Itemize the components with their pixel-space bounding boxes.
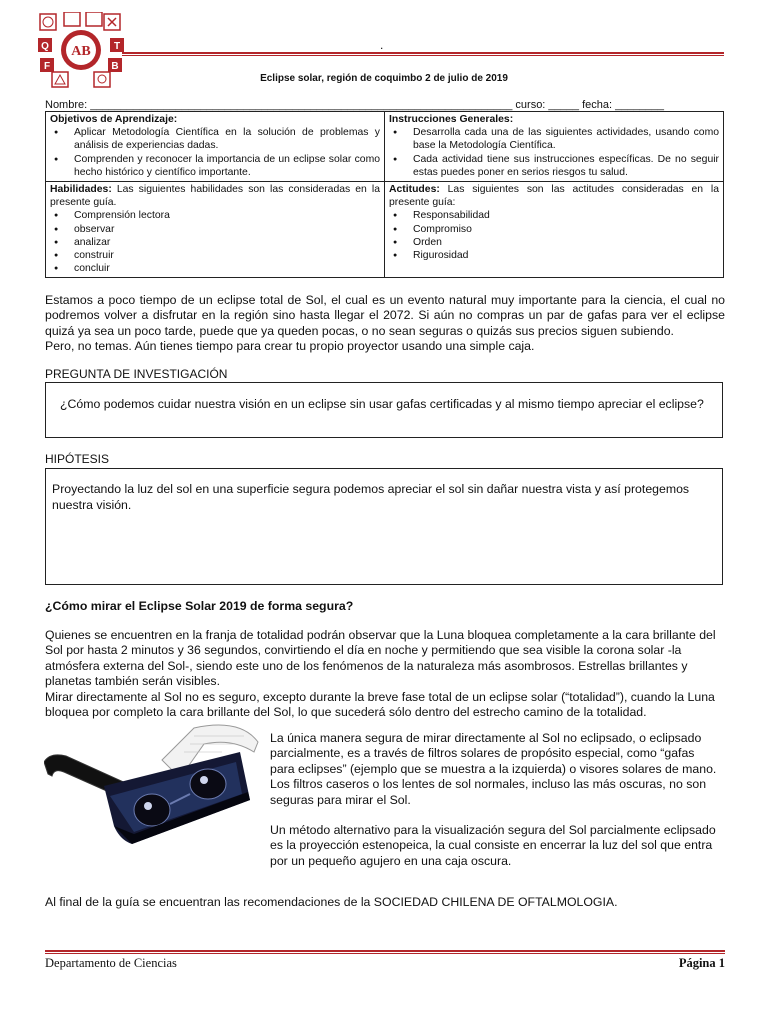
intro-section bbox=[45, 293, 725, 355]
glasses-text-block bbox=[270, 731, 722, 869]
list-item: ● Comprensión lectora bbox=[74, 209, 380, 222]
segura-paragraph-3: La única manera segura de mirar directamente al Sol no eclipsado, o eclipsado parcialmente, es a través de filtros solares de propósito especial, como “gafas para eclipses” (ejemplo que se muestra a la izquierda) o visores solares de mano. Los filtros caseros o los lentes de sol normales, incluso las más oscuras, no son seguras para mirar el Sol. bbox=[270, 731, 717, 807]
segura-paragraph-4: Un método alternativo para la visualización segura del Sol parcialmente eclipsado es la proyección estenopeica, la cual consiste en encerrar la luz del sol que entra por un pequeño agujero en una caja oscura. bbox=[270, 823, 716, 868]
eclipse-glasses-image bbox=[44, 722, 260, 858]
footer-rule bbox=[45, 950, 725, 954]
page-footer bbox=[45, 956, 725, 971]
list-item: ● concluir bbox=[74, 262, 380, 275]
list-item: ● Desarrolla cada una de las siguientes actividades, usando como base la Metodología Científica. bbox=[413, 126, 719, 152]
instrucciones-list bbox=[389, 126, 719, 179]
list-item: ● Rigurosidad bbox=[413, 249, 719, 262]
logo-letter-t: T bbox=[113, 41, 121, 52]
actitudes-title: Actitudes: bbox=[389, 184, 440, 196]
instrucciones-cell bbox=[385, 112, 724, 182]
actitudes-text: Las siguientes son las actitudes consideradas en la presente guía: bbox=[389, 184, 719, 209]
segura-paragraph-1: Quienes se encuentren en la franja de totalidad podrán observar que la Luna bloquea completamente a la cara brillante del Sol por hasta 2 minutos y 36 segundos, convirtiendo el día en noche y permitiendo que sea visible la corona solar -la atmósfera externa del Sol-, siendo este uno de los fenómenos de la naturaleza más asombrosos. Estrellas brillantes y planetas también serán visibles. bbox=[45, 628, 716, 689]
objetivos-title: Objetivos de Aprendizaje: bbox=[50, 114, 178, 125]
intro-paragraph-2: Pero, no temas. Aún tienes tiempo para crear tu propio proyector usando una simple caja. bbox=[45, 339, 535, 354]
list-item: ● Cada actividad tiene sus instrucciones específicas. De no seguir estas puedes poner en serios riesgos tu salud. bbox=[413, 153, 719, 179]
hipotesis-box bbox=[45, 468, 723, 585]
list-item: ● Compromiso bbox=[413, 223, 719, 236]
list-item: ● Comprenden y reconocer la importancia de un eclipse solar como hecho histórico y científico importante. bbox=[74, 153, 380, 179]
list-item: ● analizar bbox=[74, 236, 380, 249]
segura-body bbox=[45, 628, 725, 720]
habilidades-cell bbox=[46, 182, 385, 278]
header-dot: . bbox=[380, 38, 384, 52]
list-item: ● Orden bbox=[413, 236, 719, 249]
segura-paragraph-2: Mirar directamente al Sol no es seguro, excepto durante la breve fase total de un eclipse solar (“totalidad”), cuando la Luna bloquea por completo la cara brillante del Sol, lo que sucederá sólo dentro del estrecho camino de la totalidad. bbox=[45, 689, 715, 720]
list-item: ● observar bbox=[74, 223, 380, 236]
list-item: ● Aplicar Metodología Científica en la solución de problemas y análisis de experiencias dadas. bbox=[74, 126, 380, 152]
pregunta-text: ¿Cómo podemos cuidar nuestra visión en un eclipse sin usar gafas certificadas y al mismo tiempo apreciar el eclipse? bbox=[60, 397, 704, 411]
section-heading: ¿Cómo mirar el Eclipse Solar 2019 de forma segura? bbox=[45, 599, 354, 613]
habilidades-list bbox=[50, 209, 380, 275]
instrucciones-title: Instrucciones Generales: bbox=[389, 114, 514, 125]
hipotesis-label: HIPÓTESIS bbox=[45, 452, 110, 466]
footer-page-number: Página 1 bbox=[678, 956, 725, 970]
actitudes-list bbox=[389, 209, 719, 262]
student-info-line: Nombre: _____________________________________________________________________ curso: _____ fecha: ________ bbox=[45, 99, 665, 111]
habilidades-text: Las siguientes habilidades son las consideradas en la presente guía. bbox=[50, 184, 380, 209]
objetivos-list bbox=[50, 126, 380, 179]
logo-letter-b: B bbox=[111, 61, 119, 72]
footer-department: Departamento de Ciencias bbox=[45, 956, 177, 970]
list-item: ● Responsabilidad bbox=[413, 209, 719, 222]
objectives-table bbox=[45, 111, 724, 278]
pregunta-box bbox=[45, 382, 723, 438]
list-item: ● construir bbox=[74, 249, 380, 262]
intro-paragraph-1: Estamos a poco tiempo de un eclipse total de Sol, el cual es un evento natural muy importante para la ciencia, el cual no podremos volver a disfrutar en la región sino hasta llegar el 2072. Si aún no compras un par de gafas para ver el eclipse quizá ya sea un poco tarde, puede que ya queden pocas, o no sean seguras o quizás sus precios siguen subiendo. bbox=[45, 293, 725, 338]
logo-letter-f: F bbox=[43, 61, 51, 72]
objetivos-cell bbox=[46, 112, 385, 182]
page-title: Eclipse solar, región de coquimbo 2 de julio de 2019 bbox=[260, 73, 508, 84]
segura-paragraph-5: Al final de la guía se encuentran las recomendaciones de la SOCIEDAD CHILENA DE OFTALMOLOGIA. bbox=[45, 895, 618, 909]
actitudes-cell bbox=[385, 182, 724, 278]
pregunta-label: PREGUNTA DE INVESTIGACIÓN bbox=[45, 367, 228, 381]
logo-center-text: AB bbox=[71, 44, 91, 59]
logo-letter-q: Q bbox=[41, 41, 49, 52]
hipotesis-text: Proyectando la luz del sol en una superficie segura podemos apreciar el sol sin dañar nuestra vista y así protegemos nuestra visión. bbox=[52, 482, 690, 512]
header-rule bbox=[122, 52, 724, 56]
habilidades-title: Habilidades: bbox=[50, 184, 112, 196]
